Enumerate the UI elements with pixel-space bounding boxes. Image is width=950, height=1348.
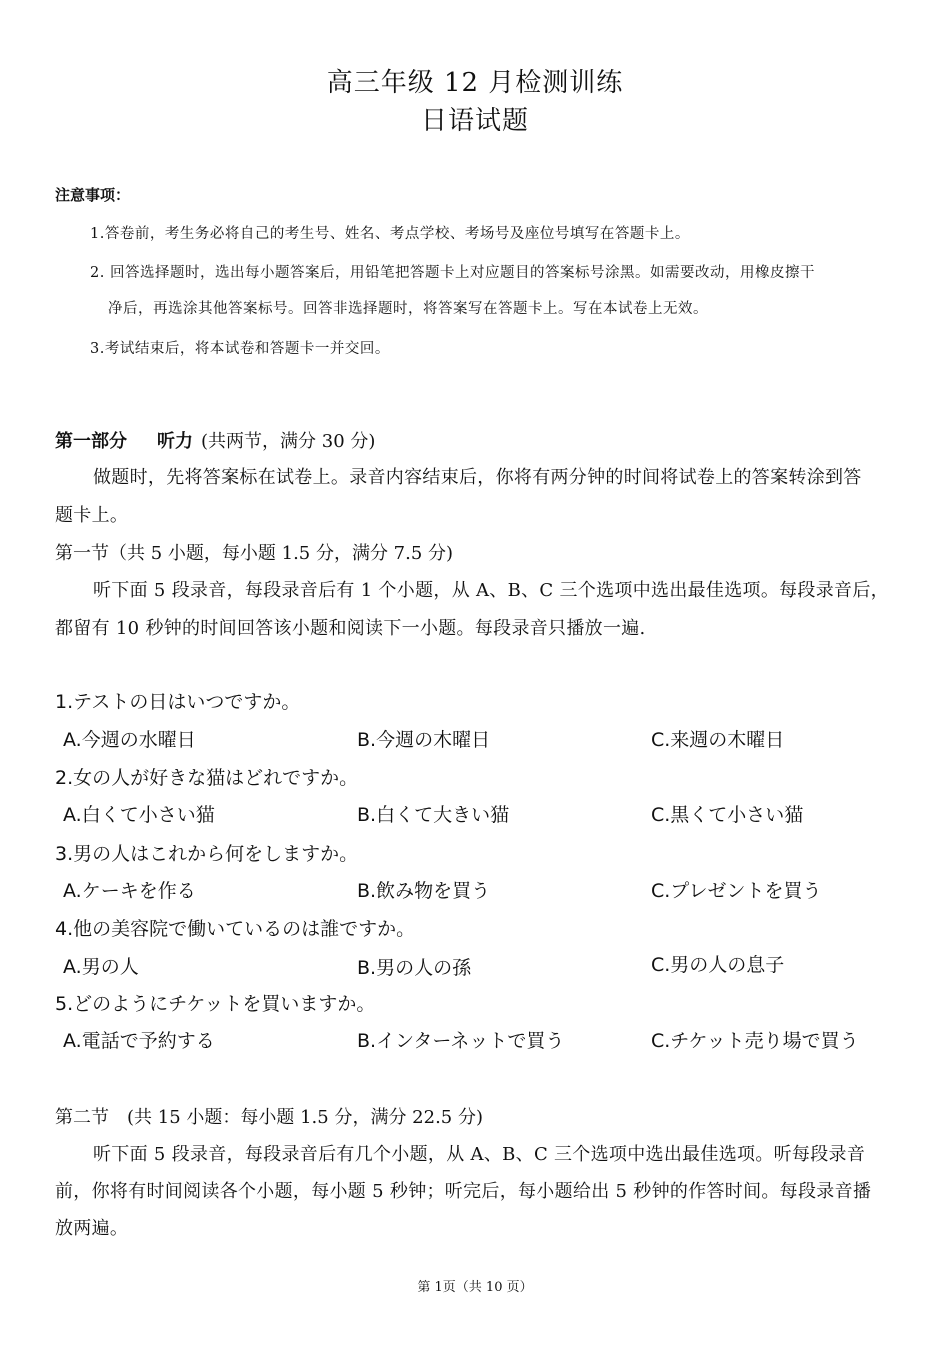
q1-option-a: A.今週の水曜日: [63, 729, 196, 751]
part1-heading: [55, 427, 375, 453]
exam-subtitle: 日语试题: [420, 106, 529, 136]
question-5: 5.どのようにチケットを買いますか。: [55, 993, 376, 1015]
page-footer: 第 1页（共 10 页）: [417, 1280, 533, 1295]
section1-heading: 第一节（共 5 小题，每小题 1.5 分，满分 7.5 分): [55, 543, 454, 564]
question-2: 2.女の人が好きな猫はどれですか。: [55, 767, 359, 789]
q2-option-c: C.黒くて小さい猫: [651, 804, 804, 826]
part1-intro-line1: 做题时，先将答案标在试卷上。录音内容结束后，你将有两分钟的时间将试卷上的答案转涂到答: [93, 467, 862, 488]
question-3: 3.男の人はこれから何をしますか。: [55, 843, 359, 865]
part1-name: 听力: [157, 431, 193, 452]
q1-option-c: C.来週の木曜日: [651, 729, 785, 751]
q3-option-a: A.ケーキを作る: [63, 880, 196, 902]
q3-option-c: C.プレゼントを買う: [651, 880, 822, 902]
q5-option-c: C.チケット売り場で買う: [651, 1030, 859, 1052]
q2-option-a: A.白くて小さい猫: [63, 804, 215, 826]
notice-item-1: 1.答卷前，考生务必将自己的考生号、姓名、考点学校、考场号及座位号填写在答题卡上。: [90, 226, 690, 242]
part1-score: (共两节，满分 30 分): [201, 431, 376, 452]
q4-option-b: B.男の人の孫: [357, 957, 472, 979]
section1-intro-line2: 都留有 10 秒钟的时间回答该小题和阅读下一小题。每段录音只播放一遍.: [55, 618, 646, 639]
q5-option-b: B.インターネットで買う: [357, 1030, 565, 1052]
question-4: 4.他の美容院で働いているのは誰ですか。: [55, 918, 416, 940]
q2-option-b: B.白くて大きい猫: [357, 804, 510, 826]
section2-intro-line2: 前，你将有时间阅读各个小题，每小题 5 秒钟；听完后，每小题给出 5 秒钟的作答时间。每段录音播: [55, 1181, 872, 1202]
part1-title: 第一部分: [55, 431, 127, 452]
section2-intro-line3: 放两遍。: [55, 1218, 129, 1239]
q4-option-c: C.男の人の息子: [651, 954, 785, 976]
notice-item-2-cont: 净后，再选涂其他答案标号。回答非选择题时，将答案写在答题卡上。写在本试卷上无效。: [108, 301, 708, 317]
q4-option-a: A.男の人: [63, 956, 139, 978]
section1-intro-line1: 听下面 5 段录音，每段录音后有 1 个小题，从 A、B、C 三个选项中选出最佳选项。每段录音后，: [93, 580, 889, 601]
q5-option-a: A.電話で予約する: [63, 1030, 215, 1052]
q1-option-b: B.今週の木曜日: [357, 729, 491, 751]
section2-heading: 第二节 (共 15 小题：每小题 1.5 分，满分 22.5 分): [55, 1107, 483, 1128]
section2-intro-line1: 听下面 5 段录音，每段录音后有几个小题，从 A、B、C 三个选项中选出最佳选项。听每段录音: [93, 1144, 866, 1165]
part1-intro-line2: 题卡上。: [55, 505, 129, 526]
question-1: 1.テストの日はいつですか。: [55, 691, 301, 713]
notice-heading: 注意事项：: [55, 186, 131, 204]
q3-option-b: B.飲み物を買う: [357, 880, 491, 902]
exam-title: 高三年级 12 月检测训练: [326, 68, 624, 98]
notice-item-2: 2. 回答选择题时，选出每小题答案后，用铅笔把答题卡上对应题目的答案标号涂黑。如需要改动，用橡皮擦干: [90, 265, 815, 281]
notice-item-3: 3.考试结束后，将本试卷和答题卡一并交回。: [90, 341, 390, 357]
